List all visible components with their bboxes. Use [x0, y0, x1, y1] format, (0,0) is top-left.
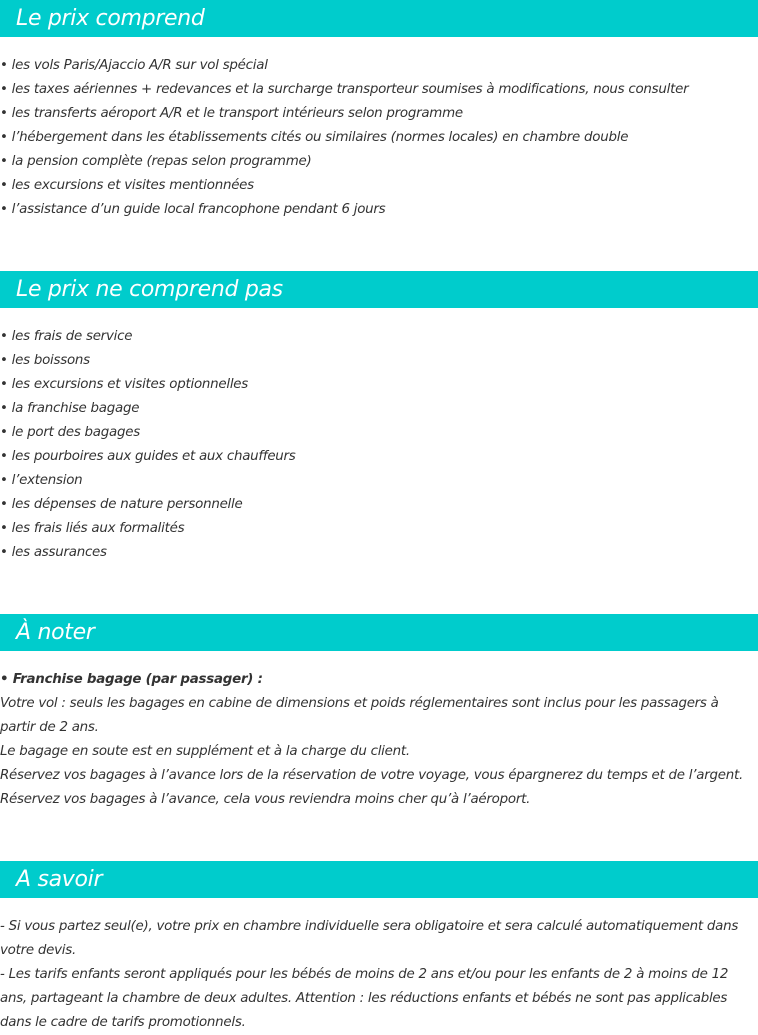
section-header-prix-comprend	[0, 0, 758, 37]
list-item: • le port des bagages	[0, 421, 758, 445]
list-item: • les excursions et visites optionnelles	[0, 373, 758, 397]
section-title: A savoir	[16, 867, 103, 892]
list-item: • l’extension	[0, 469, 758, 493]
not-included-list	[0, 325, 758, 565]
section-title: À noter	[16, 620, 95, 645]
list-item: • les vols Paris/Ajaccio A/R sur vol spécial	[0, 54, 758, 78]
list-item: • l’hébergement dans les établissements cités ou similaires (normes locales) en chambre double	[0, 126, 758, 150]
list-item: • l’assistance d’un guide local francophone pendant 6 jours	[0, 198, 758, 222]
list-item: • les assurances	[0, 541, 758, 565]
included-list	[0, 54, 758, 222]
list-item: • la pension complète (repas selon programme)	[0, 150, 758, 174]
info-paragraph: - Si vous partez seul(e), votre prix en chambre individuelle sera obligatoire et sera calculé automatiquement dans votre devis.	[0, 919, 739, 958]
list-item: • les dépenses de nature personnelle	[0, 493, 758, 517]
list-item: • les boissons	[0, 349, 758, 373]
section-header-a-noter	[0, 614, 758, 651]
note-heading: • Franchise bagage (par passager) :	[0, 668, 758, 692]
list-item: • les transferts aéroport A/R et le transport intérieurs selon programme	[0, 102, 758, 126]
list-item: • les taxes aériennes + redevances et la surcharge transporteur soumises à modifications, nous consulter	[0, 78, 758, 102]
section-header-prix-ne-comprend-pas	[0, 271, 758, 308]
note-paragraph: Réservez vos bagages à l’avance, cela vous reviendra moins cher qu’à l’aéroport.	[0, 792, 531, 807]
info-paragraph: - Les tarifs enfants seront appliqués pour les bébés de moins de 2 ans et/ou pour les enfants de 2 à moins de 12 ans, partageant la chambre de deux adultes. Attention : les réductions enfants et bébés ne sont pas applicables dans le cadre de tarifs promotionnels.	[0, 967, 729, 1030]
section-title: Le prix comprend	[16, 6, 205, 31]
section-title: Le prix ne comprend pas	[16, 277, 283, 302]
note-paragraph: Le bagage en soute est en supplément et à la charge du client.	[0, 744, 410, 759]
list-item: • la franchise bagage	[0, 397, 758, 421]
note-paragraph: Votre vol : seuls les bagages en cabine de dimensions et poids réglementaires sont inclus pour les passagers à partir de 2 ans.	[0, 696, 719, 735]
list-item: • les frais de service	[0, 325, 758, 349]
info-content	[0, 915, 758, 1035]
list-item: • les excursions et visites mentionnées	[0, 174, 758, 198]
note-content	[0, 668, 758, 812]
list-item: • les pourboires aux guides et aux chauffeurs	[0, 445, 758, 469]
note-paragraph: Réservez vos bagages à l’avance lors de la réservation de votre voyage, vous épargnerez du temps et de l’argent.	[0, 768, 743, 783]
list-item: • les frais liés aux formalités	[0, 517, 758, 541]
section-header-a-savoir	[0, 861, 758, 898]
